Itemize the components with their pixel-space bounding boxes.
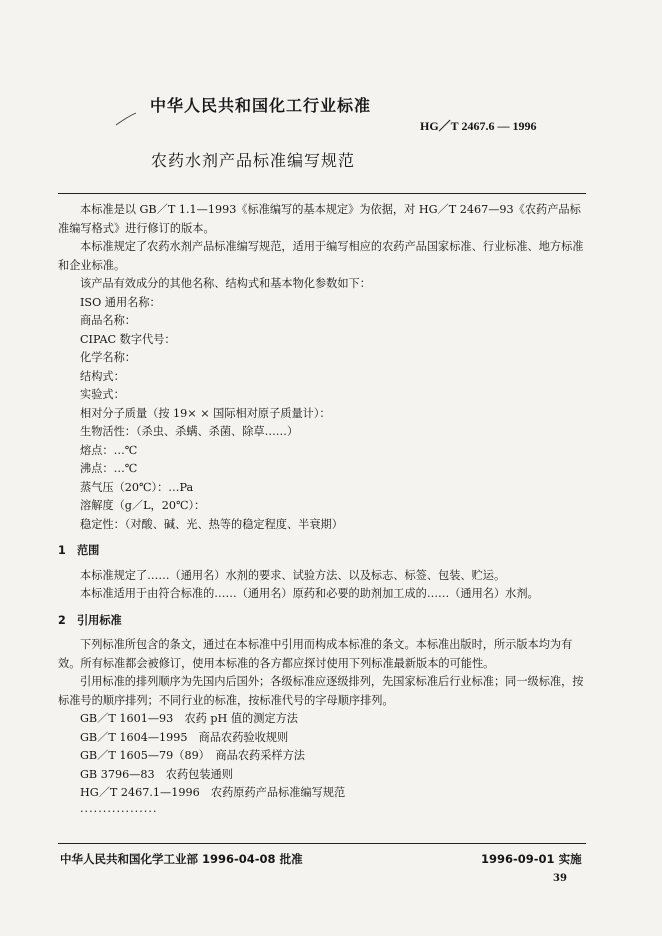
parameter-item: 溶解度（g／L，20℃）：: [80, 499, 206, 512]
page-number: 39: [553, 873, 567, 884]
parameter-item: 相对分子质量（按 19× × 国际相对原子质量计）：: [80, 406, 331, 420]
approval-line: 中华人民共和国化学工业部 1996-04-08 批准: [60, 852, 303, 866]
reference-item: GB／T 1605—79（89） 商品农药采样方法: [80, 749, 305, 762]
section-heading-scope: 1 范围: [58, 544, 100, 557]
pen-mark-icon: [115, 112, 137, 126]
reference-list: [58, 710, 586, 803]
parameter-item: 生物活性：（杀虫、杀螨、杀菌、除草……）: [80, 425, 299, 438]
scope-paragraph: 本标准适用于由符合标准的……（通用名）原药和必要的助剂加工成的……（通用名）水剂。: [80, 587, 539, 600]
document-body: [58, 201, 586, 821]
parameter-item: 蒸气压（20℃）：…Pa: [80, 480, 194, 494]
parameter-item: 结构式：: [80, 369, 125, 383]
parameter-item: 商品名称：: [80, 314, 136, 327]
parameter-item: ISO 通用名称：: [80, 295, 161, 309]
references-paragraph: 引用标准的排列顺序为先国内后国外；各级标准应逐级排列，先国家标准后行业标准；同一级标准，按标准号的顺序排列；不同行业的标准，按标准代号的字母顺序排列。: [58, 675, 584, 707]
parameter-item: CIPAC 数字代号：: [80, 332, 176, 346]
references-paragraph: 下列标准所包含的条文，通过在本标准中引用而构成本标准的条文。本标准出版时，所示版本均为有效。所有标准都会被修订，使用本标准的各方都应探讨使用下列标准最新版本的可能性。: [58, 638, 573, 670]
reference-ellipsis: ·················: [80, 804, 158, 818]
industry-standard-heading: 中华人民共和国化工行业标准: [150, 96, 372, 115]
intro-paragraph: 该产品有效成分的其他名称、结构式和基本物化参数如下：: [80, 277, 371, 290]
reference-item: HG／T 2467.1—1996 农药原药产品标准编写规范: [80, 786, 346, 799]
parameter-item: 实验式：: [80, 388, 125, 401]
parameter-item: 沸点：…℃: [80, 462, 138, 475]
intro-paragraph: 本标准是以 GB／T 1.1—1993《标准编写的基本规定》为依据，对 HG／T 2467—93《农药产品标准编写格式》进行修订的版本。: [58, 203, 581, 235]
parameter-item: 熔点：…℃: [80, 443, 138, 457]
reference-item: GB 3796—83 农药包装通则: [80, 767, 233, 781]
reference-item: GB／T 1604—1995 商品农药验收规则: [80, 730, 289, 744]
parameter-item: 稳定性：（对酸、碱、光、热等的稳定程度、半衰期）: [80, 517, 343, 531]
top-divider: [58, 193, 586, 194]
bottom-divider: [58, 843, 586, 844]
standard-code: HG／T 2467.6 — 1996: [420, 119, 537, 133]
intro-paragraph: 本标准规定了农药水剂产品标准编写规范，适用于编写相应的农药产品国家标准、行业标准、地方标准和企业标准。: [58, 240, 584, 272]
document-title: 农药水剂产品标准编写规范: [151, 151, 356, 170]
parameter-item: 化学名称：: [80, 351, 136, 364]
implementation-date: 1996-09-01 实施: [481, 852, 582, 866]
scope-paragraph: 本标准规定了……（通用名）水剂的要求、试验方法、以及标志、标签、包装、贮运。: [80, 568, 506, 582]
reference-item: GB／T 1601—93 农药 pH 值的测定方法: [80, 712, 298, 725]
section-heading-references: 2 引用标准: [58, 613, 122, 627]
parameter-list: [58, 294, 586, 535]
